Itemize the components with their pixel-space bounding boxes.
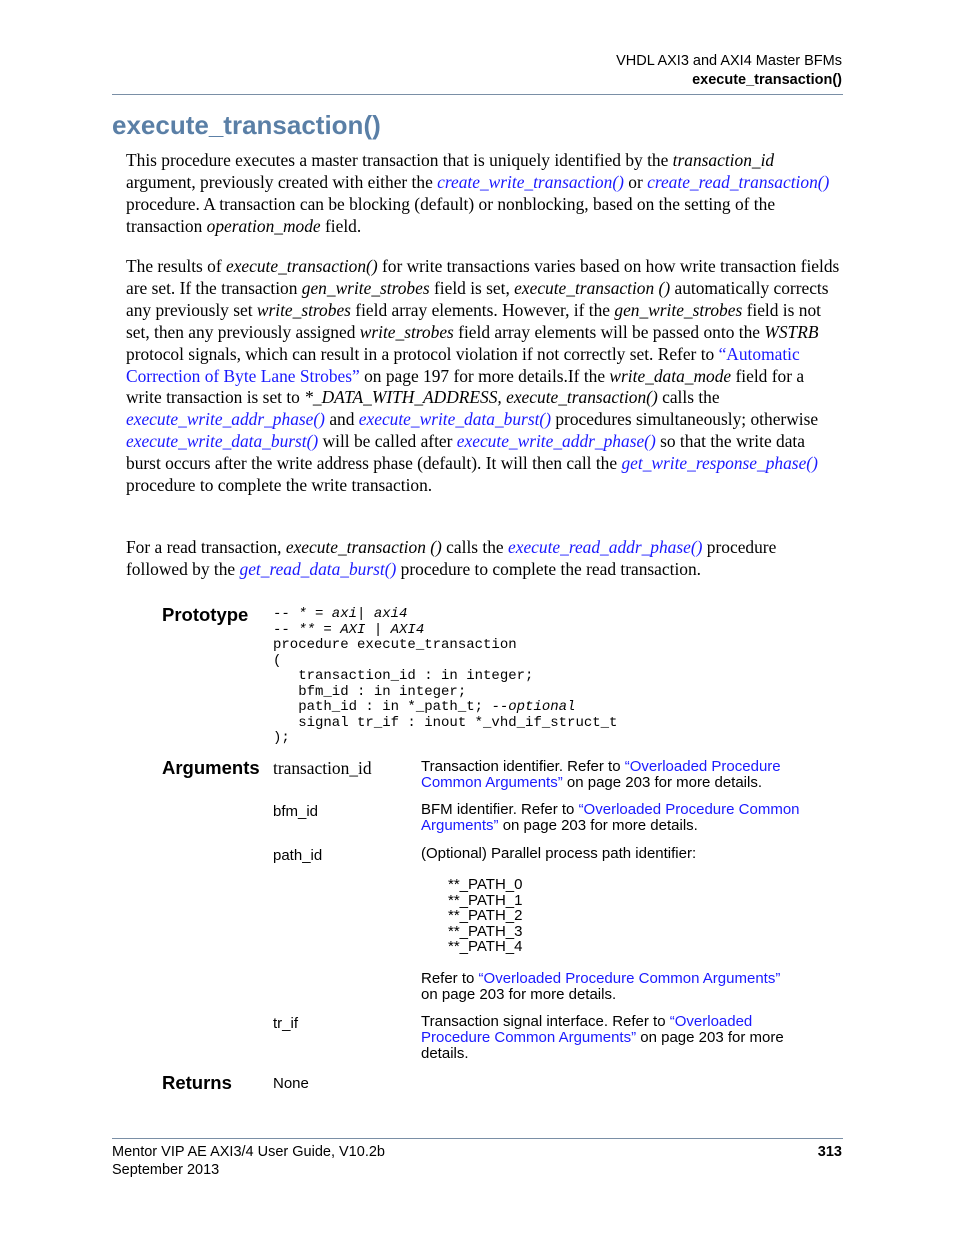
- text: field array elements will be passed onto the: [453, 321, 765, 342]
- path-list: [448, 877, 522, 955]
- code-line: );: [273, 730, 290, 746]
- text-italic: WSTRB: [764, 321, 819, 342]
- page-number: 313: [817, 1144, 842, 1160]
- link-execute-read-addr-phase[interactable]: execute_read_addr_phase(): [508, 537, 703, 557]
- text-italic: execute_transaction(): [225, 256, 378, 276]
- text: so that the write data burst occurs after the write address phase (default). It will then call the: [126, 431, 805, 474]
- text-italic: gen_write_strobes: [614, 299, 743, 320]
- text: Transaction signal interface. Refer to: [421, 1013, 670, 1030]
- text: procedure. A transaction can be blocking (default) or nonblocking, based on the setting of the transaction: [126, 193, 776, 236]
- text: on page 197 for more details.If the: [359, 365, 610, 386]
- footer-rule: [112, 1138, 843, 1139]
- text: Refer to: [421, 970, 479, 987]
- code-line: procedure execute_transaction: [273, 637, 517, 653]
- text-italic: gen_write_strobes: [301, 277, 430, 298]
- header-section: execute_transaction(): [692, 72, 842, 88]
- page-title: execute_transaction(): [112, 110, 381, 140]
- text: automatically corrects any previously set: [126, 277, 829, 320]
- code-line: transaction_id : in integer;: [273, 668, 534, 684]
- arg-refer-path-id: [421, 971, 821, 1003]
- text: argument, previously created with either the: [126, 171, 438, 192]
- link-execute-write-addr-phase[interactable]: execute_write_addr_phase(): [456, 431, 656, 452]
- text: procedure to complete the write transaction.: [126, 475, 433, 496]
- text: procedure to complete the read transaction.: [396, 558, 702, 579]
- text: The results of: [126, 256, 226, 276]
- text: field for a write transaction is set to: [126, 365, 805, 408]
- arg-name-bfm-id: bfm_id: [273, 803, 319, 820]
- arg-name-tr-if: tr_if: [273, 1015, 299, 1032]
- code-line: bfm_id : in integer;: [273, 683, 467, 700]
- header-rule: [112, 94, 843, 95]
- code-line: (: [273, 652, 282, 669]
- text-italic: write_data_mode: [609, 365, 732, 386]
- link-execute-write-data-burst[interactable]: execute_write_data_burst(): [358, 409, 551, 430]
- footer-guide: Mentor VIP AE AXI3/4 User Guide, V10.2b: [112, 1144, 385, 1160]
- code-comment: --optional: [491, 699, 576, 715]
- footer-left: [112, 1144, 385, 1179]
- text-italic: transaction_id: [672, 150, 775, 170]
- text: on page 203 for more details.: [562, 773, 763, 791]
- text: will be called after: [318, 431, 457, 452]
- paragraph-write: [126, 256, 842, 497]
- text: field array elements. However, if the: [350, 299, 615, 320]
- text: For a read transaction,: [126, 537, 286, 557]
- list-item: **_PATH_3: [448, 922, 523, 940]
- text: or: [623, 171, 648, 192]
- returns-label: Returns: [162, 1072, 232, 1093]
- text: procedures simultaneously; otherwise: [551, 409, 819, 430]
- list-item: **_PATH_2: [448, 907, 523, 924]
- prototype-label: Prototype: [162, 604, 249, 625]
- link-automatic-correction[interactable]: “Automatic Correction of Byte Lane Strobes”: [126, 343, 800, 386]
- arg-desc-transaction-id: [421, 759, 821, 791]
- text: and: [324, 409, 359, 430]
- text-italic: write_strobes: [256, 299, 351, 320]
- text: This procedure executes a master transaction that is uniquely identified by the: [126, 150, 673, 170]
- paragraph-read: [126, 537, 842, 581]
- arg-desc-bfm-id: [421, 802, 821, 834]
- arg-name-transaction-id: transaction_id: [273, 758, 372, 778]
- link-overloaded-procedure[interactable]: “Overloaded Procedure Common Arguments”: [421, 801, 800, 834]
- link-create-read-transaction[interactable]: create_read_transaction(): [647, 171, 830, 192]
- text: for write transactions varies based on how write transaction fields are set. If the transaction: [126, 256, 840, 298]
- link-create-write-transaction[interactable]: create_write_transaction(): [437, 171, 624, 192]
- prototype-code: [273, 607, 617, 747]
- list-item: **_PATH_1: [448, 891, 523, 909]
- arg-desc-path-id: (Optional) Parallel process path identifier:: [421, 845, 697, 862]
- link-execute-write-data-burst[interactable]: execute_write_data_burst(): [126, 431, 319, 452]
- text: on page 203 for more details.: [421, 985, 617, 1003]
- link-overloaded-procedure[interactable]: “Overloaded Procedure Common Arguments”: [478, 970, 781, 987]
- text-italic: write_strobes: [359, 321, 454, 342]
- list-item: **_PATH_4: [448, 938, 523, 955]
- paragraph-intro: [126, 150, 842, 238]
- text: calls the: [441, 537, 508, 557]
- code-line: path_id : in *_path_t;: [273, 699, 492, 715]
- link-get-write-response-phase[interactable]: get_write_response_phase(): [621, 453, 818, 474]
- text-italic: execute_transaction (): [514, 277, 671, 298]
- text: protocol signals, which can result in a protocol violation if not correctly set. Refer to: [126, 343, 719, 364]
- text-italic: execute_transaction (): [285, 537, 442, 557]
- text: procedure followed by the: [126, 537, 777, 579]
- text: BFM identifier. Refer to: [421, 801, 579, 818]
- running-header: [616, 52, 842, 90]
- text: on page 203 for more details.: [421, 1028, 784, 1062]
- link-get-read-data-burst[interactable]: get_read_data_burst(): [239, 558, 397, 579]
- text: Transaction identifier. Refer to: [421, 758, 625, 775]
- arg-desc-tr-if: [421, 1014, 821, 1061]
- text: on page 203 for more details.: [498, 816, 698, 834]
- text: calls the: [657, 387, 720, 408]
- header-chapter: VHDL AXI3 and AXI4 Master BFMs: [616, 53, 842, 69]
- text-italic: *_DATA_WITH_ADDRESS, execute_transaction(): [304, 387, 658, 408]
- code-comment: -- * = axi| axi4: [273, 606, 408, 622]
- arguments-label: Arguments: [162, 757, 260, 778]
- text-italic: operation_mode: [206, 215, 321, 236]
- code-comment: -- ** = AXI | AXI4: [273, 621, 425, 638]
- link-overloaded-procedure[interactable]: “Overloaded Procedure Common Arguments”: [421, 1013, 753, 1046]
- returns-value: None: [273, 1075, 309, 1092]
- link-overloaded-procedure[interactable]: “Overloaded Procedure Common Arguments”: [421, 758, 781, 791]
- list-item: **_PATH_0: [448, 876, 523, 893]
- text: field is not set, then any previously assigned: [126, 299, 821, 342]
- arg-name-path-id: path_id: [273, 847, 323, 864]
- link-execute-write-addr-phase[interactable]: execute_write_addr_phase(): [126, 409, 325, 430]
- text: field.: [320, 215, 362, 236]
- code-line: signal tr_if : inout *_vhd_if_struct_t: [273, 714, 618, 731]
- text: field is set,: [429, 277, 515, 298]
- footer-date: September 2013: [112, 1161, 220, 1178]
